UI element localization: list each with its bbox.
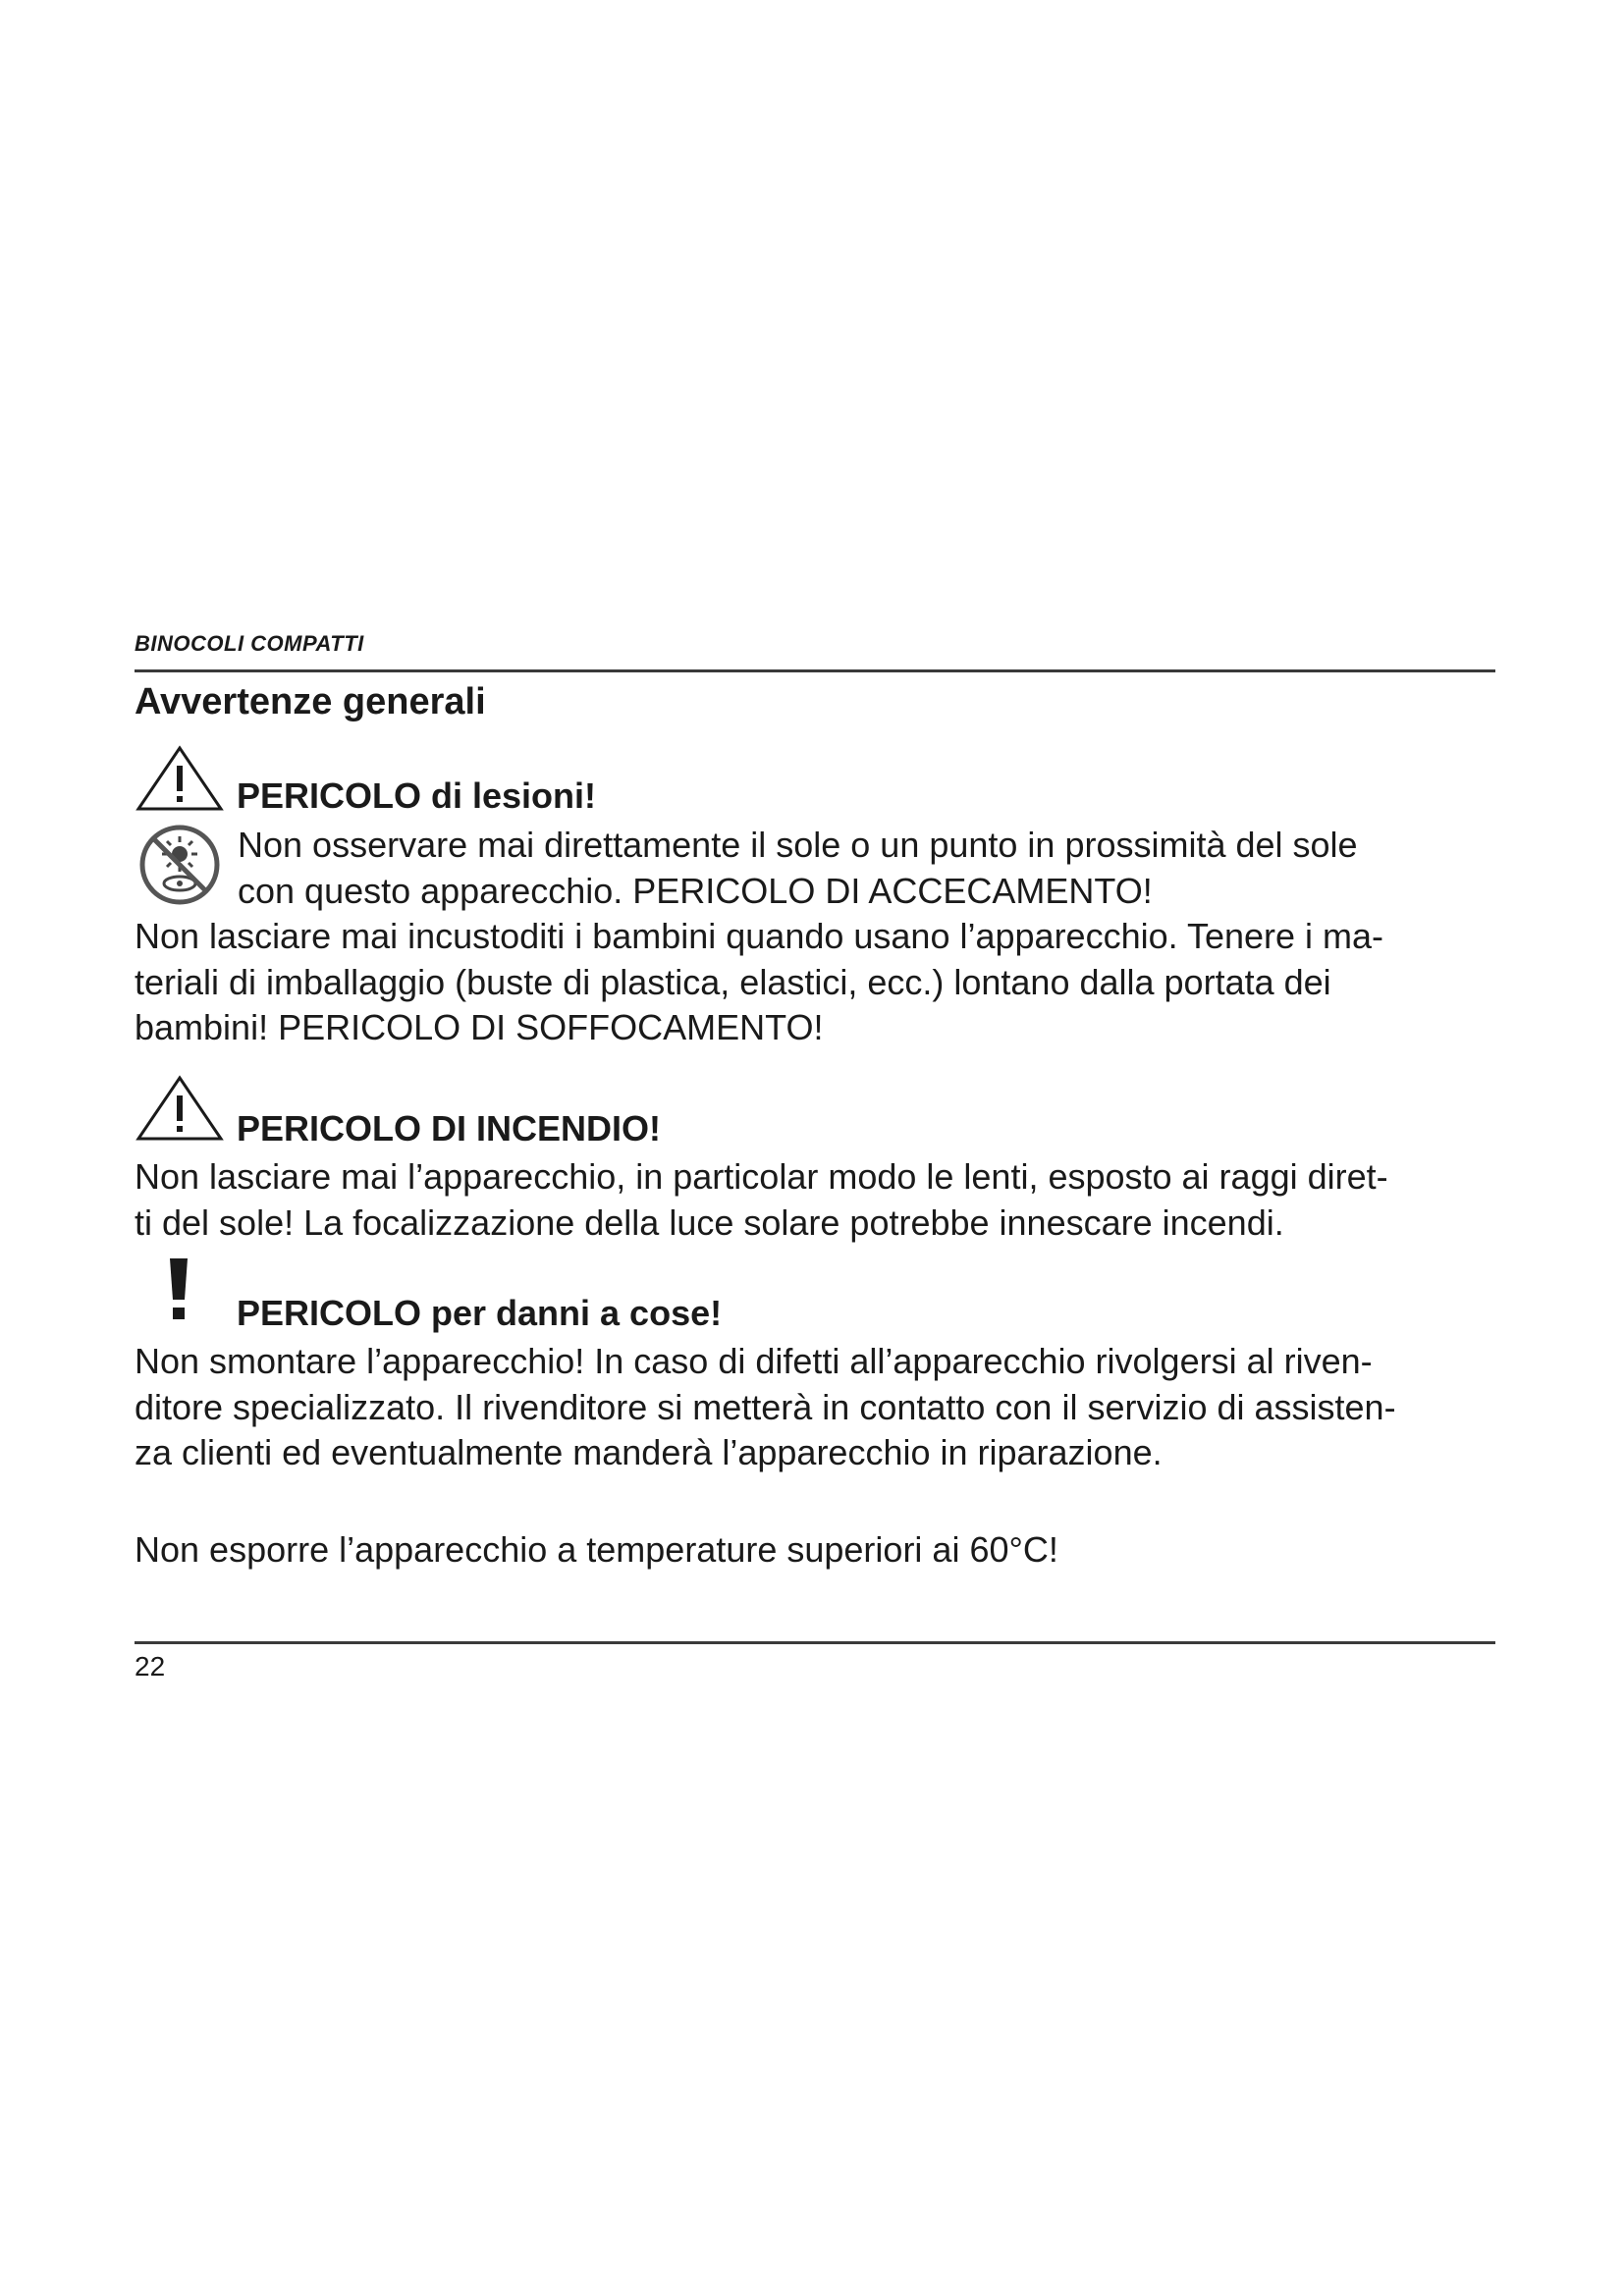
warning-heading: PERICOLO DI INCENDIO! [237, 1108, 662, 1148]
text-line: Non lasciare mai l’apparecchio, in particolar modo le lenti, esposto ai raggi diret- [135, 1156, 1388, 1197]
warning-body [135, 1339, 1529, 1476]
warning-heading: PERICOLO per danni a cose! [237, 1293, 723, 1333]
text-line: ti del sole! La focalizzazione della luce solare potrebbe innescare incendi. [135, 1201, 1284, 1243]
header-rule [135, 669, 1495, 672]
exclamation-icon [165, 1258, 192, 1321]
text-line: con questo apparecchio. PERICOLO DI ACCECAMENTO! [238, 870, 1153, 911]
text-line: Non lasciare mai incustoditi i bambini quando usano l’apparecchio. Tenere i ma- [135, 916, 1384, 956]
page-number: 22 [135, 1651, 166, 1682]
text-line: bambini! PERICOLO DI SOFFOCAMENTO! [135, 1007, 824, 1047]
text-line: ditore specializzato. Il rivenditore si metterà in contatto con il servizio di assisten- [135, 1386, 1396, 1427]
section-title: Avvertenze generali [135, 681, 486, 722]
text-line: Non smontare l’apparecchio! In caso di difetti all’apparecchio rivolgersi al riven- [135, 1341, 1373, 1381]
text-line: teriali di imballaggio (buste di plastica, elastici, ecc.) lontano dalla portata dei [135, 961, 1331, 1002]
final-note: Non esporre l’apparecchio a temperature superiori ai 60°C! [135, 1529, 1058, 1570]
warning-triangle-icon [135, 744, 225, 813]
warning-heading: PERICOLO di lesioni! [237, 775, 597, 816]
footer-rule [135, 1641, 1495, 1644]
text-line: Non osservare mai direttamente il sole o un punto in prossimità del sole [238, 825, 1358, 865]
text-line: za clienti ed eventualmente manderà l’apparecchio in riparazione. [135, 1432, 1163, 1472]
warning-body [135, 823, 1529, 1051]
running-head: BINOCOLI COMPATTI [135, 631, 364, 656]
warning-triangle-icon [135, 1074, 225, 1143]
warning-body [135, 1154, 1529, 1246]
